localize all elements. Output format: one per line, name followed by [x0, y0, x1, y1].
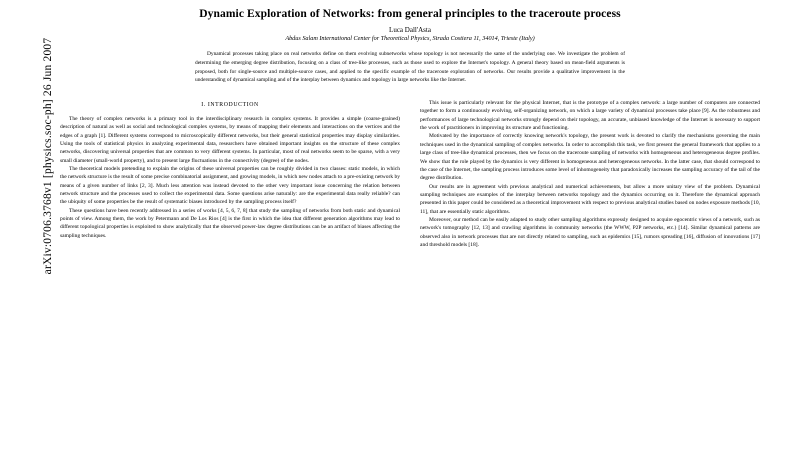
section-heading-introduction: I. INTRODUCTION: [201, 102, 259, 108]
arxiv-identifier-stamp: arXiv:0706.3768v1 [physics.soc-ph] 26 Jun 2007: [42, 37, 54, 275]
body-paragraph: Our results are in agreement with previous analytical and numerical achievements, but allow a more unitary view of the problem. Dynamical sampling techniques are examples of the interplay between networks topology and the dynamics occurring on it. Therefore the dynamical approach presented in this paper could be considered as a theoretical improvement with respect to previous analytical studies based on nodes exposure methods [10, 11], that are essentially static algorithms.: [420, 183, 760, 215]
body-paragraph: The theoretical models pretending to explain the origins of these universal properties can be roughly divided in two classes: static models, in which the network structure is the result of some precise combinatorial assignment, and growing models, in which new nodes attach to a pre-existing network by means of a given number of links [2, 3]. Much less attention was instead devoted to the other very important issue concerning the relation between network structure and the processes used to collect the experimental data. Some questions arise naturally: are the experimental data really reliable? can the ubiquity of some properties be the result of systematic biases introduced by the sampling process itself?: [60, 165, 400, 206]
abstract-text: [195, 50, 625, 85]
author-name: Luca Dall'Asta: [389, 26, 431, 34]
body-paragraph: Motivated by the importance of correctly knowing network's topology, the present work is devoted to clarify the mechanisms governing the main techniques used in the dynamical sampling of complex networks. In order to accomplish this task, we first present the general framework that applies to a large class of tree-like dynamical processes, then we focus on the traceroute sampling of networks with homogeneous and heterogeneous degree profiles. We show that the role played by the dynamics is very different in homogeneous and heterogeneous networks. In the latter case, that should correspond to the case of the Internet, the sampling process introduces some level of inhomogeneity that paradoxically increases the sampling accuracy of the tail of the degree distribution.: [420, 133, 760, 182]
body-paragraph: Moreover, our method can be easily adapted to study other sampling algorithms expressly designed to acquire egocentric views of a network, such as network's tomography [12, 13] and crawling algorithms in community networks (the WWW, P2P networks, etc.) [14]. Similar dynamical patterns are observed also in network processes that are not directly related to sampling, such as epidemics [15], rumors spreading [16], diffusion of innovations [17] and threshold models [18].: [420, 217, 760, 249]
body-columns: [60, 99, 760, 249]
body-paragraph: These questions have been recently addressed in a series of works [4, 5, 6, 7, 8] that study the sampling of networks from both static and dynamical points of view. Among them, the work by Petermann and De Los Rios [4] is the first in which the idea that different generation algorithms may lead to different topological properties is exploited to show analytically that the observed power-law degree distributions can be an artifact of biases affecting the sampling techniques.: [60, 207, 400, 239]
paper-content: [60, 0, 760, 450]
body-paragraph: This issue is particularly relevant for the physical Internet, that is the prototype of a complex network: a large number of computers are connected together to form a continuously evolving, self-organizing network, on which a large variety of dynamical processes take place [9]. As the robustness and performances of large technological networks strongly depend on their topology, an accurate, unbiased knowledge of the Internet is necessary to support the work of practitioners in improving its structure and functioning.: [420, 100, 760, 132]
page-title: Dynamic Exploration of Networks: from general principles to the traceroute process: [199, 8, 621, 20]
abstract-body: Dynamical processes taking place on real networks define on them evolving subnetworks whose topology is not necessarily the same of the underlying one. We investigate the problem of determining the emerging degree distribution, focusing on a class of tree-like processes, such as those used to explore the Internet's topology. A general theory based on mean-field arguments is proposed, both for single-source and multiple-source cases, and applied to the specific example of the traceroute exploration of networks. Our results provide a qualitative improvement in the understanding of dynamical sampling and of the interplay between dynamics and topology in large networks like the Internet.: [195, 51, 625, 84]
body-paragraph: The theory of complex networks is a primary tool in the interdisciplinary research in complex systems. It provides a simple (coarse-grained) description of natural as well as social and technological complex systems, by means of mapping their elements and interactions on the vertices and the edges of a graph [1]. Different systems correspond to microscopically different networks, but their general statistical properties may display similarities. Using the tools of statistical physics in analyzing experimental data, researchers have obtained important insights on the structure of these complex networks, discovering universal properties that are common to very different systems. In particular, most of real networks seem to be sparse, with a very small diameter (small-world property), and to present large fluctuations in the connectivity (degree) of the nodes.: [60, 115, 400, 164]
author-affiliation: Abdus Salam International Center for Theoretical Physics, Strada Costiera 11, 34014, Trieste (Italy): [285, 35, 535, 42]
